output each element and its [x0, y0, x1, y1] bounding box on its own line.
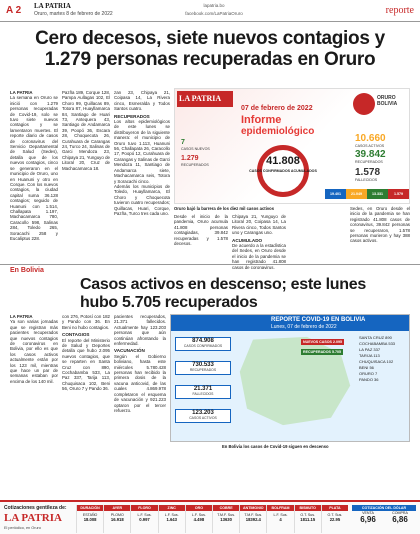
story2-column-1	[10, 314, 58, 384]
ticker-value: 1811.15	[300, 517, 316, 522]
stat-number: 21.371	[193, 386, 213, 392]
ticker-cell	[239, 505, 266, 533]
ticker-head: ORO	[186, 505, 212, 511]
story1-column-2	[62, 90, 110, 171]
stat-number: 874.908	[192, 338, 214, 344]
department-item: ORURO 7	[359, 371, 378, 376]
ticker-head: AYER	[104, 505, 130, 511]
stat-label: CASOS ACTIVOS	[189, 416, 217, 420]
ticker-unit: O.T. Sus.	[300, 513, 316, 517]
recovered-badge	[301, 349, 343, 355]
recovered-today-count: 1.279	[181, 155, 199, 162]
bar-segment: 1.579	[388, 189, 409, 199]
infographic-title: Informe	[241, 114, 282, 126]
story2-paragraph: Ya son varias jornadas que se registran más pacientes recuperados que nuevos contagios de coronavirus en Bolivia, por ello es que los casos activos actualmente están por los 123 mil, mientras que hace un par de semanas estaban por encima de los 140 mil.	[10, 319, 58, 384]
covid-report-header	[171, 315, 410, 331]
infographic-bar	[325, 189, 409, 199]
story1-subhead: ACUMULADO	[232, 237, 263, 243]
ticker-unit: PLOMO	[110, 513, 124, 517]
total-cases-label: CASOS CONFIRMADOS ACUMULADOS	[249, 169, 317, 173]
story2-kicker: LA PATRIA	[10, 314, 33, 319]
ticker-unit: L.F. Sus.	[191, 513, 206, 517]
ticker-cells	[76, 505, 348, 533]
covid-report-graphic	[170, 314, 410, 442]
infographic-caption: Oruro bajó la barrera de los diez mil casos activos	[174, 206, 275, 211]
dollar-sell	[352, 511, 384, 524]
dollar-rate	[352, 505, 416, 533]
department-item: COCHABAMBA 533	[359, 341, 396, 346]
story1-column-5	[232, 214, 286, 270]
stat-box	[175, 385, 231, 399]
department-item: PANDO 36	[359, 377, 379, 382]
bar-segment: 13.331	[367, 189, 388, 199]
ticker-brand: LA PATRIA	[4, 512, 62, 524]
story2-paragraph: con 276, Potosí con 182 y Pando con 36. En Beni no hubo contagios.	[62, 314, 110, 330]
ticker-head: DURACIÓN	[77, 505, 103, 511]
story1-paragraph: Además los municipios de Toledo, Huayllamarca, El Choro y Choquecota tuvieron cuatro recuperados; Quillacas, Huari, Corque, Pazña, Turco tres cada uno.	[114, 183, 170, 216]
ticker-value: 18.008	[83, 517, 97, 522]
story2-column-3	[114, 314, 166, 413]
issue-date: Oruro, martes 8 de febrero de 2022	[34, 11, 113, 17]
stat-label: RECUPERADOS	[189, 368, 217, 372]
recovered-count: 39.842	[355, 149, 386, 160]
infographic-brand: LA PATRIA	[177, 91, 233, 107]
ticker-cell	[212, 505, 239, 533]
ticker-head: BISMUTO	[295, 505, 321, 511]
story1-paragraph: Chipaya 21, Yunguyo de Litoral 20, Coipasa 14, La Rivera cinco, Todos Santos uno y Carangas uno.	[232, 214, 286, 236]
dollar-rate-title: COTIZACIÓN DEL DÓLAR	[352, 505, 416, 511]
story1-paragraph: La semana en Oruro se inició con 1.279 personas recuperadas de Covid-19, solo se tuvo siete nuevos contagios y se lamentaron muertes. El reporte diario de casos de coronavirus del Servicio Departamental de Salud (Sedes), detalla que de los nuevos contagios, cinco se generaron en el municipio de Oruro, uno en Huanuni y otro en Corque. Con los nuevos contagios, la ciudad capital suma 36.128 contagios; seguido de Huanuni con 1.514, Challapata 1.197, Machacamarca 780, Caracollo 598, Salinas 284, Toledo 265, Soracachi 258 y Eucaliptus 228.	[10, 95, 58, 241]
secondary-headline: Casos activos en descenso; este lunes hubo 5.705 recuperados	[80, 276, 366, 311]
stat-box	[175, 361, 231, 375]
covid-caption: En Bolivia los casos de Covid-19 siguen en descenso	[222, 444, 329, 449]
ticker-label: Cotizaciones gentileza de:	[4, 505, 67, 511]
dollar-rate-row	[352, 511, 416, 524]
ticker-cell	[294, 505, 321, 533]
website-link[interactable]: lapatria.bo	[203, 3, 225, 8]
dollar-sell-value: 6,96	[360, 515, 376, 524]
ticker-unit: T.M.F. Sus.	[244, 513, 263, 517]
active-cases-count: 10.660	[355, 133, 386, 144]
new-cases-count: 7	[181, 139, 185, 146]
dollar-buy-label: COMPRA	[392, 511, 408, 515]
ticker-unit: T.M.F. Sus.	[217, 513, 235, 517]
department-item: BENI 56	[359, 365, 374, 370]
story2-subhead: VACUNACIÓN	[114, 348, 145, 354]
section-divider	[0, 264, 420, 265]
ticker-unit: L.F. Sus.	[137, 513, 152, 517]
ticker-value: 4.498	[193, 517, 205, 522]
ticker-head: ANTIMONIO	[240, 505, 266, 511]
ticker-unit: L.F. Sus.	[273, 513, 288, 517]
page-header	[0, 0, 420, 22]
ticker-cell	[76, 505, 103, 533]
story1-column-6	[350, 206, 410, 244]
ticker-cell	[321, 505, 348, 533]
ticker-unit: ESTAÑO	[82, 513, 98, 517]
oruro-seal-icon	[353, 93, 375, 115]
section-tag: reporte	[385, 5, 414, 16]
ticker-value: 4	[279, 517, 282, 522]
ticker-head: ZINC	[159, 505, 185, 511]
dollar-buy	[384, 511, 416, 524]
story1-paragraph: zan 23, Chipaya 21, Coipasa 14, La Rivera cinco, Esmeralda y Todos Santos cuatro.	[114, 90, 170, 112]
active-cases-label: CASOS ACTIVOS	[355, 144, 385, 148]
new-cases-label: NUEVOS CASOS	[303, 340, 332, 344]
department-item: TARIJA 113	[359, 353, 380, 358]
main-headline: Cero decesos, siete nuevos contagios y 1.279 personas recuperadas en Oruro	[35, 28, 385, 70]
ticker-value: 0.997	[139, 517, 150, 522]
department-item: LA PAZ 337	[359, 347, 381, 352]
recovered-label: RECUPERADOS	[303, 350, 331, 354]
stat-number: 730.533	[192, 362, 214, 368]
infographic-date: 07 de febrero de 2022	[241, 105, 313, 112]
dollar-sell-label: VENTA	[362, 511, 374, 515]
story1-paragraph: Desde el inicio de la pandemia, Oruro acumula 41.808 personas contagiadas, 39.842 recuperadas y 1.578 decesos.	[174, 214, 228, 247]
story2-subhead: CONTAGIOS	[62, 332, 90, 338]
new-cases-number: 2.095	[332, 340, 342, 344]
stat-box	[175, 409, 231, 423]
department-item: SANTA CRUZ 890	[359, 335, 392, 340]
story1-subhead: RECUPERADOS	[114, 113, 150, 119]
deaths-count: 1.578	[355, 167, 381, 178]
ticker-value: 22.95	[329, 517, 341, 522]
deaths-label: FALLECIDOS	[355, 178, 378, 182]
dollar-buy-value: 6,86	[392, 515, 408, 524]
ticker-value: 16.918	[110, 517, 124, 522]
bar-segment: 19.401	[325, 189, 346, 199]
infographic-org: ORURO BOLIVIA	[377, 95, 398, 107]
ticker-value: 13630	[220, 517, 232, 522]
covid-report-date: Lunes, 07 de febrero de 2022	[271, 324, 337, 330]
total-cases-count: 41.808	[266, 155, 300, 167]
commodity-ticker	[0, 500, 420, 534]
recovered-number: 5.705	[331, 350, 341, 354]
story1-column-3	[114, 90, 170, 216]
epidemiological-infographic	[174, 88, 410, 204]
recovered-label: RECUPERADOS	[355, 160, 383, 164]
story1-column-1	[10, 90, 58, 241]
story1-paragraph: Los altos epidemiológicos de este lunes se distribuyeron de la siguiente manera: el municipio de Oruro tuvo 1.113, Huanuni 56, Challapata 26, Caracollo 17, Poopó 12, Curahuara de Carangas y Salinas de Garci Mendoza 11, Santiago de Andamarca siete, Machacamarca seis, Totora y Soracachi cinco.	[114, 119, 170, 184]
masthead-brand: LA PATRIA	[34, 2, 71, 10]
department-list	[359, 335, 407, 383]
ticker-value: 1.643	[166, 517, 177, 522]
department-item: CHUQUISACA 102	[359, 359, 394, 364]
stat-label: FALLECIDOS	[192, 392, 214, 396]
new-cases-label: CASOS NUEVOS	[181, 147, 210, 151]
ticker-unit: O.T. Sus.	[327, 513, 343, 517]
ticker-cell	[185, 505, 212, 533]
recovered-today-label: RECUPERADOS	[181, 163, 209, 167]
stat-box	[175, 337, 231, 351]
story2-column-2	[62, 314, 110, 392]
story2-paragraph: Según el Gobierno boliviano, hasta este miércoles 5.780.428 personas han recibido la primera dosis de la vacuna anticovid, de las cuales 4.869.978 completaron el esquema de vacunación y 921.223 optaron por el tercer refuerzo.	[114, 353, 166, 413]
ticker-head: BOLFRAM	[267, 505, 293, 511]
ticker-cell	[103, 505, 130, 533]
section-label: En Bolivia	[10, 267, 44, 274]
ticker-cell	[130, 505, 157, 533]
stat-label: CASOS CONFIRMADOS	[183, 344, 223, 348]
ticker-cell	[266, 505, 293, 533]
infographic-subtitle: epidemiológico	[241, 126, 315, 137]
ticker-unit: L.F. Sus.	[164, 513, 179, 517]
ticker-head: FLORO	[131, 505, 157, 511]
story2-paragraph: El reporte del Ministerio de Salud y Deportes detalla que hubo 2.095 nuevos contagios, que se reparten en Santa Cruz con 890, Cochabamba 533, La Paz 337, Tarija 113, Chuquisaca 102, Beni 56, Oruro 7 y Pando 36.	[62, 337, 110, 392]
stat-number: 123.203	[192, 410, 214, 416]
ticker-cell	[158, 505, 185, 533]
story1-paragraph: Sedes, en Oruro desde el inicio de la pandemia se han registrado 41.808 casos de coronavirus, 39.842 personas se recuperaron, 1.578 personas murieron y hay 388 casos activos.	[350, 206, 410, 244]
ticker-head: COBRE	[213, 505, 239, 511]
facebook-link[interactable]: facebook.com/LaPatriaOruro	[185, 11, 243, 16]
story1-column-4	[174, 214, 228, 246]
ticker-brand-sub: El periódico, en Oruro	[4, 526, 41, 530]
page-number: A 2	[6, 5, 22, 16]
bar-segment: 21.049	[346, 189, 367, 199]
story1-paragraph: Pazña 189, Corque 128, Pampa Aullagas 102, El Choro 99, Quillacas 89, Totora 87, Huayllamarca 84, Santiago de Huari 73, Antequera 43, Santiago de Andamarca 39, Poopó 36, Escara 28, Choquecota 26, Curahuara de Carangas 24, Turco 24, Salinas de Garci Mendoza 23, Chipaya 21, Yunguyo de Litoral 20, Cruz de Machacamarca 18.	[62, 90, 110, 171]
new-cases-badge	[301, 339, 344, 345]
ticker-head: PLATA	[322, 505, 348, 511]
story1-paragraph: De acuerdo a la estadística del Sedes, en Oruro desde el inicio de la pandemia se han registrado 41.808 casos de coronavirus.	[232, 243, 286, 270]
ticker-value: 18392.4	[245, 517, 261, 522]
covid-report-title: REPORTE COVID-19 EN BOLIVIA	[271, 317, 366, 323]
story1-kicker: LA PATRIA	[10, 90, 33, 95]
story2-paragraph: pacientes recuperados, 21.371 fallecidos. Actualmente hay 123.203 personas que aún continúan afrontando la enfermedad.	[114, 314, 166, 347]
